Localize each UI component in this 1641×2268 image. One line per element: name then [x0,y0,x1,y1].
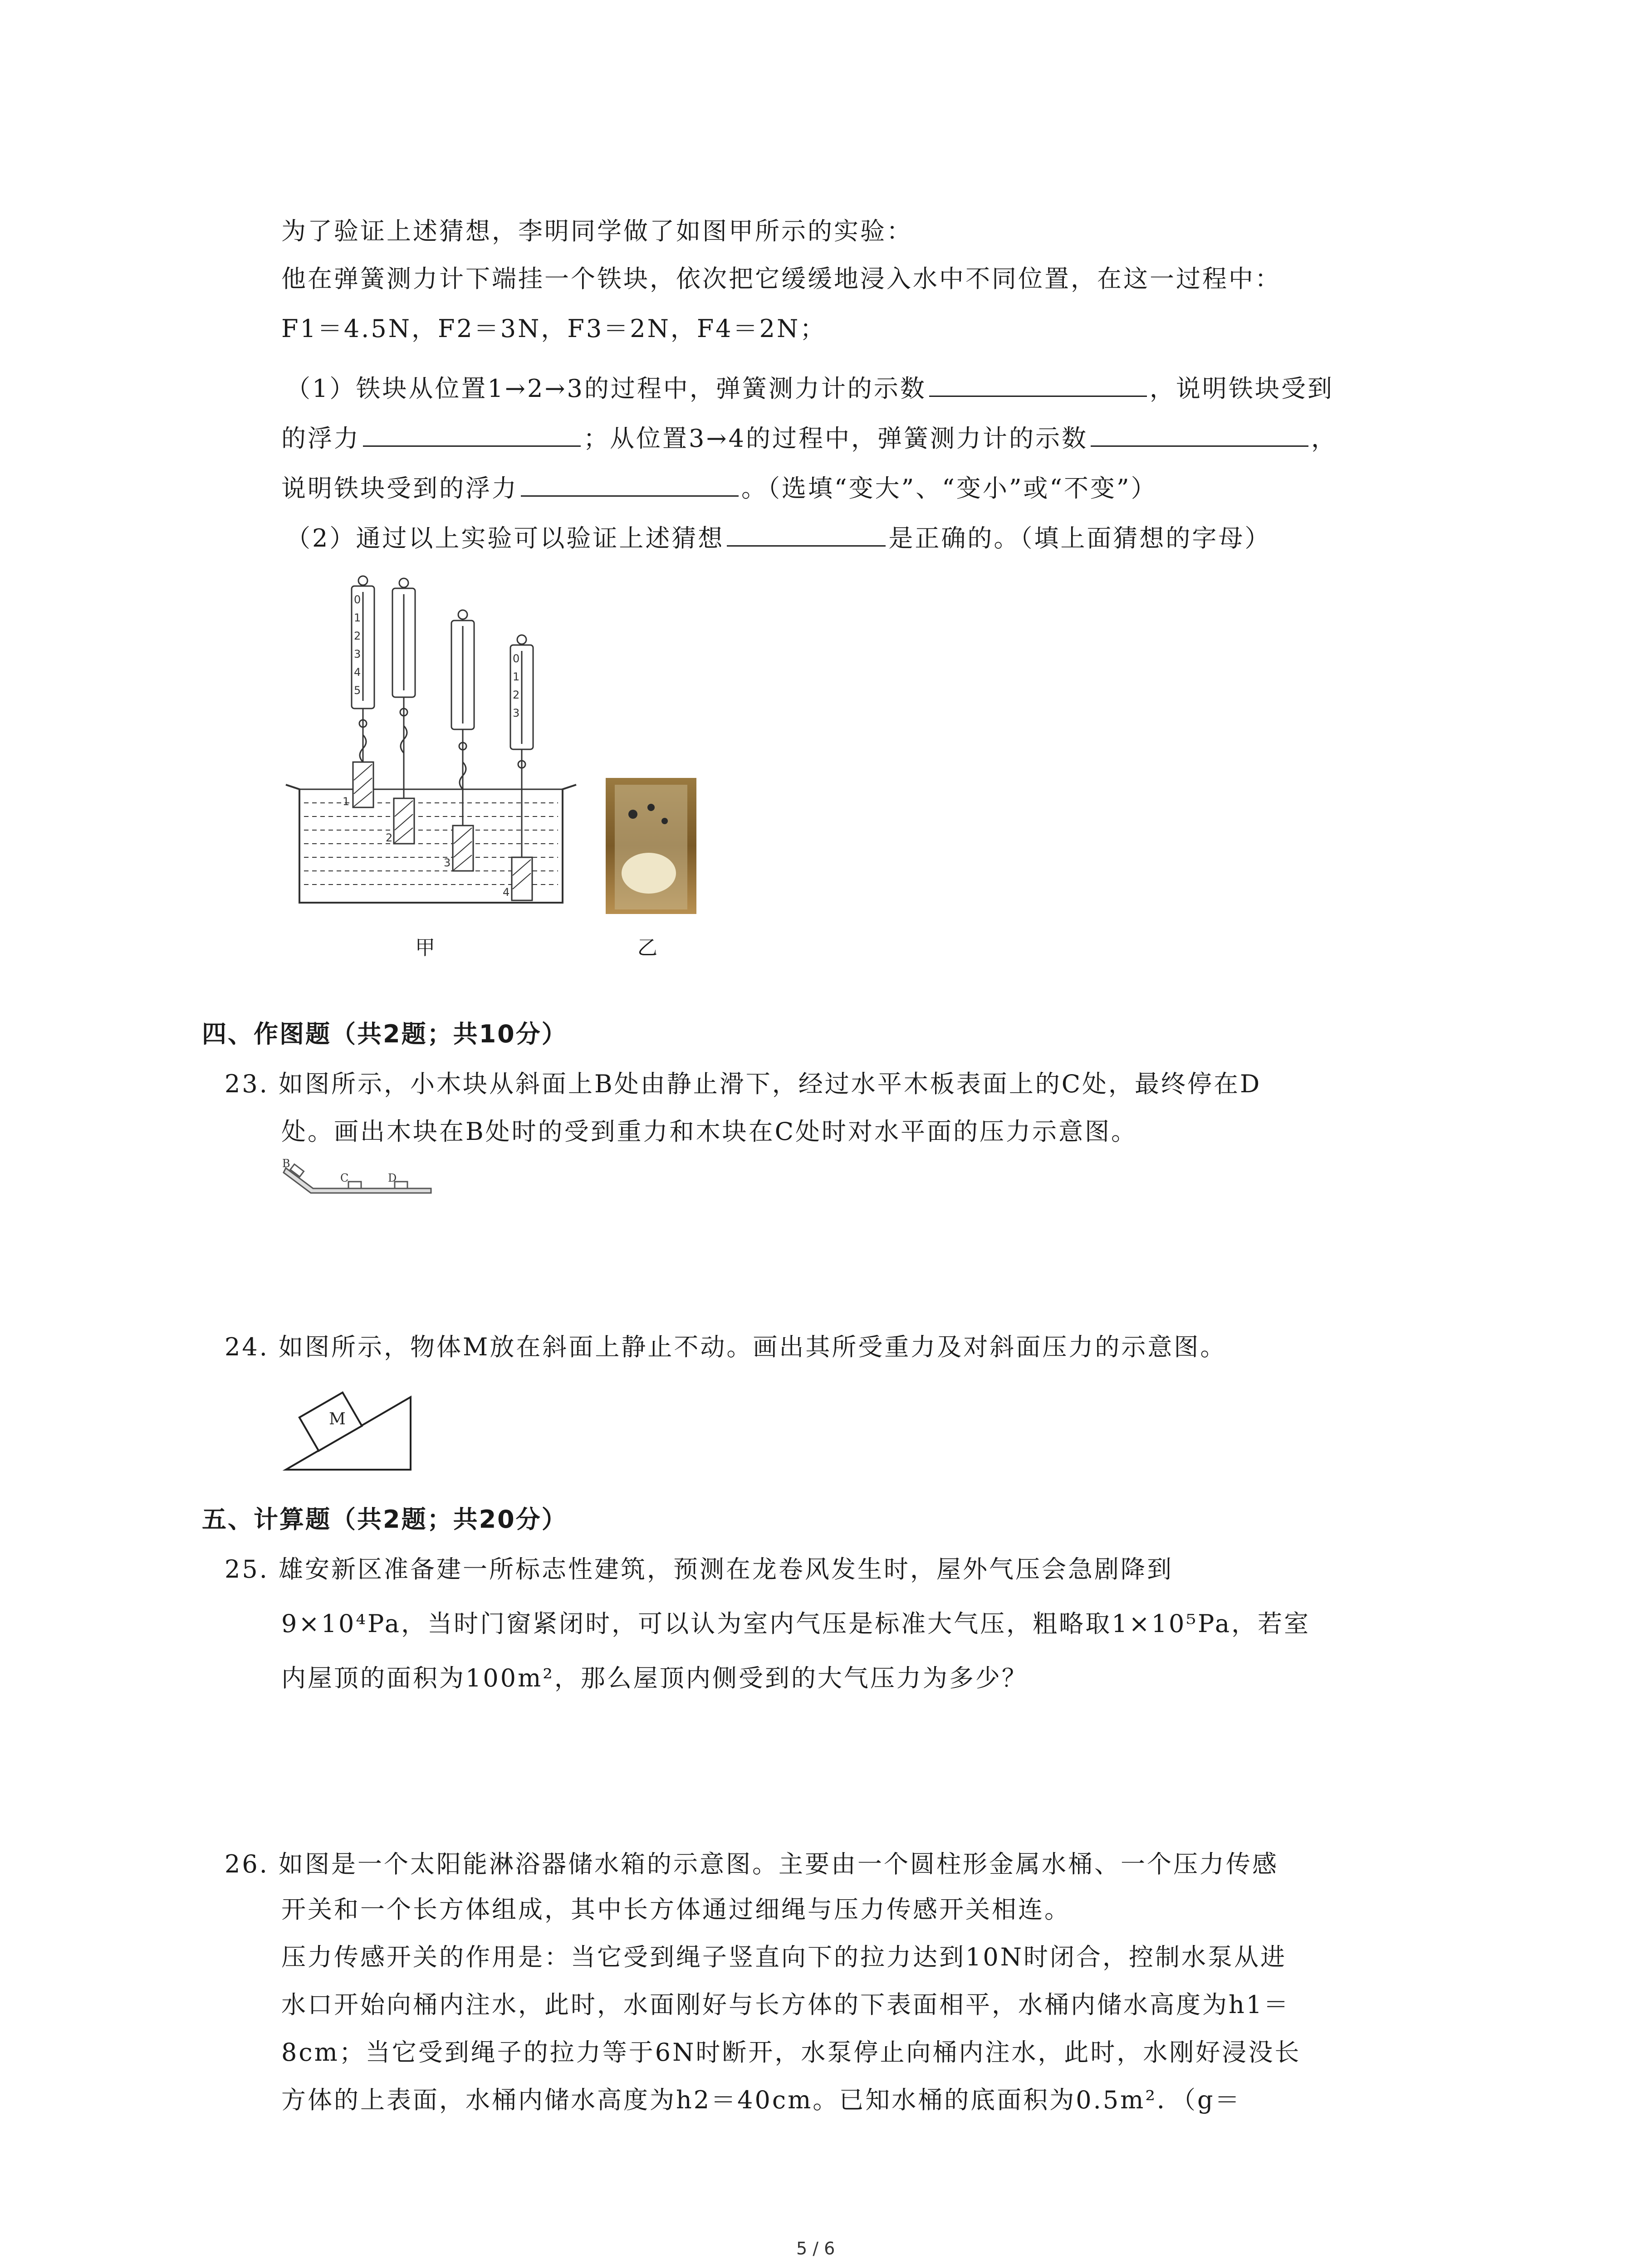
scale-1-tick-0: 0 [354,593,361,606]
position-label-1: 1 [343,795,350,808]
page-number: 5 / 6 [796,2239,835,2258]
spring-scale-2 [392,578,415,798]
position-label-4: 4 [503,886,510,899]
scale-4-tick-0: 0 [513,652,520,665]
section-5-title: 五、计算题（共2题；共20分） [202,1505,568,1534]
scale-1-tick-4: 4 [354,666,361,679]
answer-blank-2[interactable] [363,422,581,447]
answer-blank-3[interactable] [1091,422,1308,447]
q26-line-1: 26. 如图是一个太阳能淋浴器储水箱的示意图。主要由一个圆柱形金属水桶、一个压力传感 [225,1850,1279,1878]
q23-slope-figure [281,1159,436,1200]
section-4-title: 四、作图题（共2题；共10分） [202,1020,568,1048]
label-c: C [340,1172,349,1184]
scale-1-tick-1: 1 [354,611,361,624]
object-m-label: M [329,1410,346,1428]
label-b: B [282,1157,290,1170]
answer-blank-1[interactable] [929,372,1147,397]
figure-jia-caption: 甲 [415,936,435,959]
scale-1-tick-2: 2 [354,630,361,642]
q22-part1-line1: （1）铁块从位置1→2→3的过程中，弹簧测力计的示数 ，说明铁块受到 [286,372,1334,405]
scale-1-tick-5: 5 [354,684,361,697]
iron-block-3 [453,826,473,871]
figure-yi-egg-photo [606,778,696,914]
q26-line-5: 8cm；当它受到绳子的拉力等于6N时断开，水泵停止向桶内注水，此时，水刚好浸没长 [281,2038,1301,2067]
q26-line-6: 方体的上表面，水桶内储水高度为h2＝40cm。已知水桶的底面积为0.5m²．（g＝ [281,2086,1241,2114]
intro-line-3: F1＝4.5N，F2＝3N，F3＝2N，F4＝2N； [281,314,827,343]
block-c [348,1182,361,1188]
spring-scale-3 [451,610,474,826]
scale-4-tick-3: 3 [513,707,520,719]
q22-part2: （2）通过以上实验可以验证上述猜想 是正确的。（填上面猜想的字母） [286,522,1271,554]
q22-part1-line2: 的浮力 ；从位置3→4的过程中，弹簧测力计的示数 ， [281,422,1337,455]
q26-line-2: 开关和一个长方体组成，其中长方体通过细绳与压力传感开关相连。 [281,1895,1071,1924]
q23-line-1: 23. 如图所示，小木块从斜面上B处由静止滑下，经过水平木板表面上的C处，最终停在D [225,1070,1262,1098]
q26-line-3: 压力传感开关的作用是：当它受到绳子竖直向下的拉力达到10N时闭合，控制水泵从进 [281,1943,1287,1971]
q23-line-2: 处。画出木块在B处时的受到重力和木块在C处时对水平面的压力示意图。 [281,1117,1137,1146]
q24-line-1: 24. 如图所示，物体M放在斜面上静止不动。画出其所受重力及对斜面压力的示意图。 [225,1333,1227,1361]
scale-4-tick-2: 2 [513,689,520,701]
answer-blank-5[interactable] [727,522,886,547]
figure-yi-caption: 乙 [637,936,657,959]
q25-line-2: 9×10⁴Pa，当时门窗紧闭时，可以认为室内气压是标准大气压，粗略取1×10⁵Pa，若室 [281,1609,1311,1638]
q25-line-3: 内屋顶的面积为100m²，那么屋顶内侧受到的大气压力为多少？ [281,1664,1028,1692]
scale-4-tick-1: 1 [513,670,520,683]
position-label-3: 3 [444,856,451,869]
answer-blank-4[interactable] [521,472,739,497]
spring-scale-4 [510,635,533,857]
intro-line-2: 他在弹簧测力计下端挂一个铁块，依次把它缓缓地浸入水中不同位置，在这一过程中： [281,264,1281,293]
scale-1-tick-3: 3 [354,648,361,660]
intro-line-1: 为了验证上述猜想，李明同学做了如图甲所示的实验： [281,217,913,245]
iron-block-1 [353,762,373,807]
q22-part1-line3: 说明铁块受到的浮力 。（选填“变大”、“变小”或“不变”） [281,472,1157,504]
position-label-2: 2 [386,831,393,844]
q26-line-4: 水口开始向桶内注水，此时，水面刚好与长方体的下表面相平，水桶内储水高度为h1＝ [281,1990,1290,2019]
label-d: D [388,1172,397,1184]
q24-incline-figure [281,1374,417,1474]
iron-block-2 [394,798,414,844]
q25-line-1: 25. 雄安新区准备建一所标志性建筑，预测在龙卷风发生时，屋外气压会急剧降到 [225,1555,1174,1584]
iron-block-4 [512,857,532,900]
